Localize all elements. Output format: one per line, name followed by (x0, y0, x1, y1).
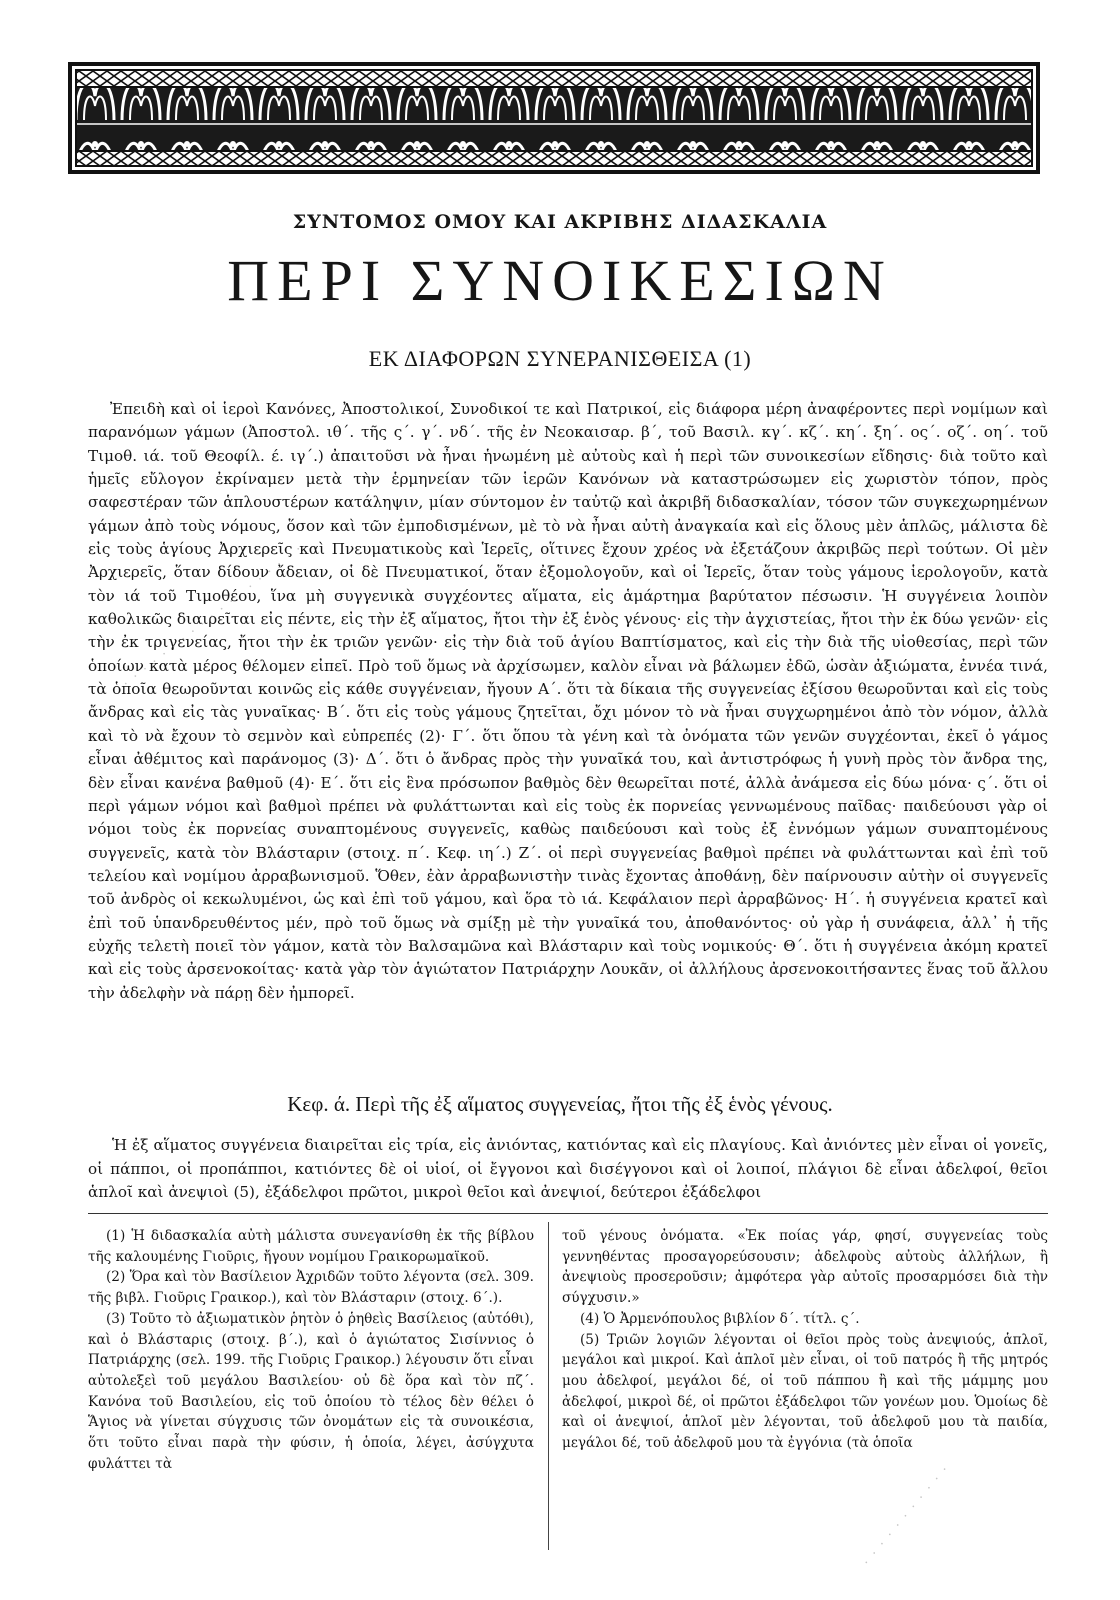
footnotes-right-column (562, 1226, 1048, 1454)
page-subtitle: ΕΚ ΔΙΑΦΟΡΩΝ ΣΥΝΕΡΑΝΙΣΘΕΙΣΑ (1) (368, 346, 752, 371)
column-divider (548, 1222, 549, 1550)
chapter-paragraph: Ἡ ἐξ αἵματος συγγένεια διαιρεῖται εἰς τρία, εἰς ἀνιόντας, κατιόντας καὶ εἰς πλαγίους. Καὶ ἀνιόντες μὲν εἶναι οἱ γονεῖς, οἱ πάπποι, οἱ προπάπποι, κατιόντες δὲ οἱ υἱοί, οἱ ἔγγονοι καὶ δισέγγονοι καὶ οἱ λοιποί, πλάγιοι δὲ εἶναι ἀδελφοί, θεῖοι ἁπλοῖ καὶ ἀνεψιοὶ (5), ἐξάδελφοι πρῶτοι, μικροὶ θεῖοι καὶ ἀνεψιοί, δεύτεροι ἐξάδελφοι (88, 1136, 1048, 1201)
intro-paragraph: Ἐπειδὴ καὶ οἱ ἱεροὶ Κανόνες, Ἀποστολικοί, Συνοδικοί τε καὶ Πατρικοί, εἰς διάφορα μέρη ἀναφέροντες περὶ νομίμων καὶ παρανόμων γάμων (Ἀποστολ. ιθ΄. τῆς ς΄. γ΄. νδ΄. τῆς ἐν Νεοκαισαρ. β΄, τοῦ Βασιλ. κγ΄. κζ΄. κη΄. ξη΄. ος΄. οζ΄. οη΄. τοῦ Τιμοθ. ιά. τοῦ Θεοφίλ. έ. ιγ΄.) ἀπαιτοῦσι νὰ ἦναι ἡνωμένη μὲ αὐτοὺς καὶ ἡ περὶ τῶν συνοικεσίων εἴδησις· διὰ τοῦτο καὶ ἡμεῖς εὔλογον ἐκρίναμεν μετὰ τὴν ἑρμηνείαν τῶν ἱερῶν Κανόνων νὰ καταστρώσωμεν εἰς χωριστὸν τόπον, πρὸς σαφεστέραν τῶν ἁπλουστέρων κατάληψιν, μίαν σύντομον ἐν ταὐτῷ καὶ ἀκριβῆ διδασκαλίαν, τόσον τῶν συγκεχωρημένων γάμων ἀπὸ τοὺς νόμους, ὅσον καὶ τῶν ἐμποδισμένων, μὲ τὸ νὰ ἦναι αὐτὴ ἀναγκαία καὶ εἰς ὅλους μὲν ἁπλῶς, μάλιστα δὲ εἰς τοὺς ἁγίους Ἀρχιερεῖς καὶ Πνευματικοὺς καὶ Ἱερεῖς, οἵτινες ἔχουν χρέος νὰ ἐξετάζουν ἀκριβῶς περὶ τούτων. Οἱ μὲν Ἀρχιερεῖς, ὅταν δίδουν ἄδειαν, οἱ δὲ Πνευματικοί, ὅταν ἐξομολογοῦν, καὶ οἱ Ἱερεῖς, ὅταν τοὺς γάμους ἱερολογοῦν, κατὰ τὸν ιά τοῦ Τιμοθέου, ἵνα μὴ συγγενικὰ συγχέοντες αἵματα, εἰς ἁμάρτημα βαρύτατον πέσωσιν. Ἡ συγγένεια λοιπὸν καθολικῶς διαιρεῖται εἰς πέντε, εἰς τὴν ἐξ αἵματος, ἤτοι τὴν ἐξ ἑνὸς γένους· εἰς τὴν ἀγχιστείας, ἤτοι τὴν ἐκ δύω γενῶν· εἰς τὴν ἐκ τριγενείας, ἤτοι τὴν ἐκ τριῶν γενῶν· εἰς τὴν διὰ τοῦ ἁγίου Βαπτίσματος, καὶ εἰς τὴν διὰ τῆς υἱοθεσίας, περὶ τῶν ὁποίων κατὰ μέρος θέλομεν εἰπεῖ. Πρὸ τοῦ ὅμως νὰ ἀρχίσωμεν, καλὸν εἶναι νὰ βάλωμεν ἐδῶ, ὡσὰν ἀξιώματα, ἐννέα τινά, τὰ ὁποῖα θεωροῦνται κοινῶς εἰς κάθε συγγένειαν, ἤγουν Α΄. ὅτι τὰ δίκαια τῆς συγγενείας ἐξίσου θεωροῦνται καὶ εἰς τοὺς ἄνδρας καὶ εἰς τὰς γυναῖκας· Β΄. ὅτι εἰς τοὺς γάμους ζητεῖται, ὄχι μόνον τὸ νὰ ἦναι συγχωρημένοι ἀπὸ τὸν νόμον, ἀλλὰ καὶ τὸ νὰ ἔχουν τὸ σεμνὸν καὶ εὐπρεπές (2)· Γ΄. ὅτι ὅπου τὰ γένη καὶ τὰ ὀνόματα τῶν γενῶν συγχέονται, ἐκεῖ ὁ γάμος εἶναι ἀθέμιτος καὶ παράνομος (3)· Δ΄. ὅτι ὁ ἄνδρας πρὸς τὴν γυναῖκά του, καὶ ἀντιστρόφως ἡ γυνὴ πρὸς τὸν ἄνδρα της, δὲν εἶναι κανένα βαθμοῦ (4)· Ε΄. ὅτι εἰς ἓνα πρόσωπον βαθμὸς δὲν θεωρεῖται ποτέ, ἀλλὰ ἀνάμεσα εἰς δύω μόνα· ς΄. ὅτι οἱ περὶ γάμων νόμοι καὶ βαθμοὶ πρέπει νὰ φυλάττωνται καὶ εἰς τοὺς ἐκ πορνείας γεννωμένους παῖδας· παιδεύουσι γὰρ οἱ νόμοι τοὺς ἐκ πορνείας συναπτομένους συγγενεῖς, καθὼς παιδεύουσι καὶ τοὺς ἐξ ἐννόμων γάμων συναπτομένους συγγενεῖς, κατὰ τὸν Βλάσταριν (στοιχ. π΄. Κεφ. ιη΄.) Ζ΄. οἱ περὶ συγγενείας βαθμοὶ πρέπει νὰ φυλάττωνται καὶ ἐπὶ τοῦ τελείου καὶ νομίμου ἀρραβωνισμοῦ. Ὅθεν, ἐὰν ἀρραβωνιστὴν τινὰς ἔχοντας ἀποθάνῃ, δὲν παίρνουσιν αὐτὴν οἱ συγγενεῖς τοῦ ἀνδρὸς οἱ κεκωλυμένοι, ὡς καὶ ἐπὶ τοῦ γάμου, καὶ ὅρα τὸ ιά. Κεφάλαιον περὶ ἀρραβῶνος· Η΄. ἡ συγγένεια κρατεῖ καὶ ἐπὶ τοῦ ὑπανδρευθέντος μέν, πρὸ τοῦ ὅμως νὰ σμίξῃ μὲ τὴν γυναῖκά του, ἀποθανόντος· οὐ γὰρ ἡ συνάφεια, ἀλλ᾽ ἡ τῆς εὐχῆς τελετὴ ποιεῖ τὸν γάμον, κατὰ τὸν Βαλσαμῶνα καὶ Βλάσταριν καὶ τοὺς νομικούς· Θ΄. ὅτι ἡ συγγένεια ἀκόμη κρατεῖ καὶ εἰς τοὺς ἀρσενοκοίτας· κατὰ γὰρ τὸν ἁγιώτατον Πατριάρχην Λουκᾶν, οἱ ἀλλήλους ἀρσενοκοιτήσαντες ἕνας τοῦ ἄλλου τὴν ἀδελφὴν νὰ πάρῃ δὲν ἠμπορεῖ. (88, 400, 1048, 1002)
chapter-heading: Κεφ. ά. Περὶ τῆς ἐξ αἵματος συγγενείας, ἤτοι τῆς ἐξ ἑνὸς γένους. (287, 1092, 833, 1116)
intro-section (88, 398, 1048, 1005)
footnote-4: (4) Ὁ Ἀρμενόπουλος βιβλίον δ΄. τίτλ. ς΄. (580, 1310, 860, 1327)
footnotes-left-column (88, 1226, 534, 1474)
watermark-stamp: · · · · · · · · · · · · · · · · · · · (120, 541, 308, 692)
banner-ornament (72, 66, 1036, 170)
footnote-3-continuation: τοῦ γένους ὀνόματα. «Ἐκ ποίας γάρ, φησί, συγγενείας τοὺς γεννηθέντας προσαγορεύσουσιν; ἀδελφοὺς αὐτοὺς ἀλλήλων, ἢ ἀνεψιοὺς προσεροῦσιν; ἀμφότερα γὰρ αὐτοῖς προσαρμόσει διὰ τὴν σύγχυσιν.» (562, 1228, 1048, 1307)
page-title: ΠΕΡΙ ΣΥΝΟΙΚΕΣΙΩΝ (227, 248, 893, 313)
footnote-3: (3) Τοῦτο τὸ ἀξιωματικὸν ῥητὸν ὁ ῥηθεὶς Βασίλειος (αὐτόθι), καὶ ὁ Βλάσταρις (στοιχ. β΄.), καὶ ὁ ἁγιώτατος Σισίννιος ὁ Πατριάρχης (σελ. 199. τῆς Γιοῦρις Γραικορ.) λέγουσιν ὅτι εἶναι αὐτολεξεὶ τοῦ μεγάλου Βασιλείου· οὐ δὲ ὅρα καὶ τὸν πζ΄. Κανόνα τοῦ Βασιλείου, εἰς τοῦ ὁποίου τὸ τέλος δὲν θέλει ὁ Ἅγιος νὰ γίνεται σύγχυσις τῶν ὀνομάτων εἰς τὰ συνοικέσια, ὅτι τοῦτο εἶναι παρὰ τὴν φύσιν, ἡ ὁποία, λέγει, ἀσύγχυτα φυλάττει τὰ (88, 1310, 534, 1472)
watermark-stamp: · · · · · · · · · · · (860, 1461, 954, 1570)
footnote-5: (5) Τριῶν λογιῶν λέγονται οἱ θεῖοι πρὸς τοὺς ἀνεψιούς, ἁπλοῖ, μεγάλοι καὶ μικροί. Καὶ ἁπλοῖ μὲν εἶναι, οἱ τοῦ πατρός ἢ τῆς μητρός μου ἀδελφοί, μεγάλοι δέ, οἱ τοῦ πάππου ἢ καὶ τῆς μάμμης μου ἀδελφοί, μικροὶ δέ, οἱ πρῶτοι ἐξάδελφοι τῶν γονέων μου. Ὁμοίως δὲ καὶ οἱ ἀνεψιοί, ἁπλοῖ μὲν λέγονται, τοῦ ἀδελφοῦ μου τὰ παιδία, μεγάλοι δέ, τοῦ ἀδελφοῦ μου τὰ ἐγγόνια (τὰ ὁποῖα (562, 1331, 1048, 1452)
footnote-2: (2) Ὅρα καὶ τὸν Βασίλειον Ἀχριδῶν τοῦτο λέγοντα (σελ. 309. τῆς βιβλ. Γιοῦρις Γραικορ.), καὶ τὸν Βλάσταριν (στοιχ. 6΄.). (88, 1269, 534, 1307)
ornamental-header-banner (68, 62, 1040, 174)
footnote-1: (1) Ἡ διδασκαλία αὐτὴ μάλιστα συνεγανίσθη ἐκ τῆς βίβλου τῆς καλουμένης Γιοῦρις, ἤγουν νομίμου Γραικορωμαϊκοῦ. (88, 1228, 534, 1265)
footnote-separator (88, 1213, 1048, 1214)
header-small-title: ΣΥΝΤΟΜΟΣ ΟΜΟΥ ΚΑΙ ΑΚΡΙΒΗΣ ΔΙΔΑΣΚΑΛΙΑ (292, 211, 828, 233)
chapter-section (88, 1134, 1048, 1205)
